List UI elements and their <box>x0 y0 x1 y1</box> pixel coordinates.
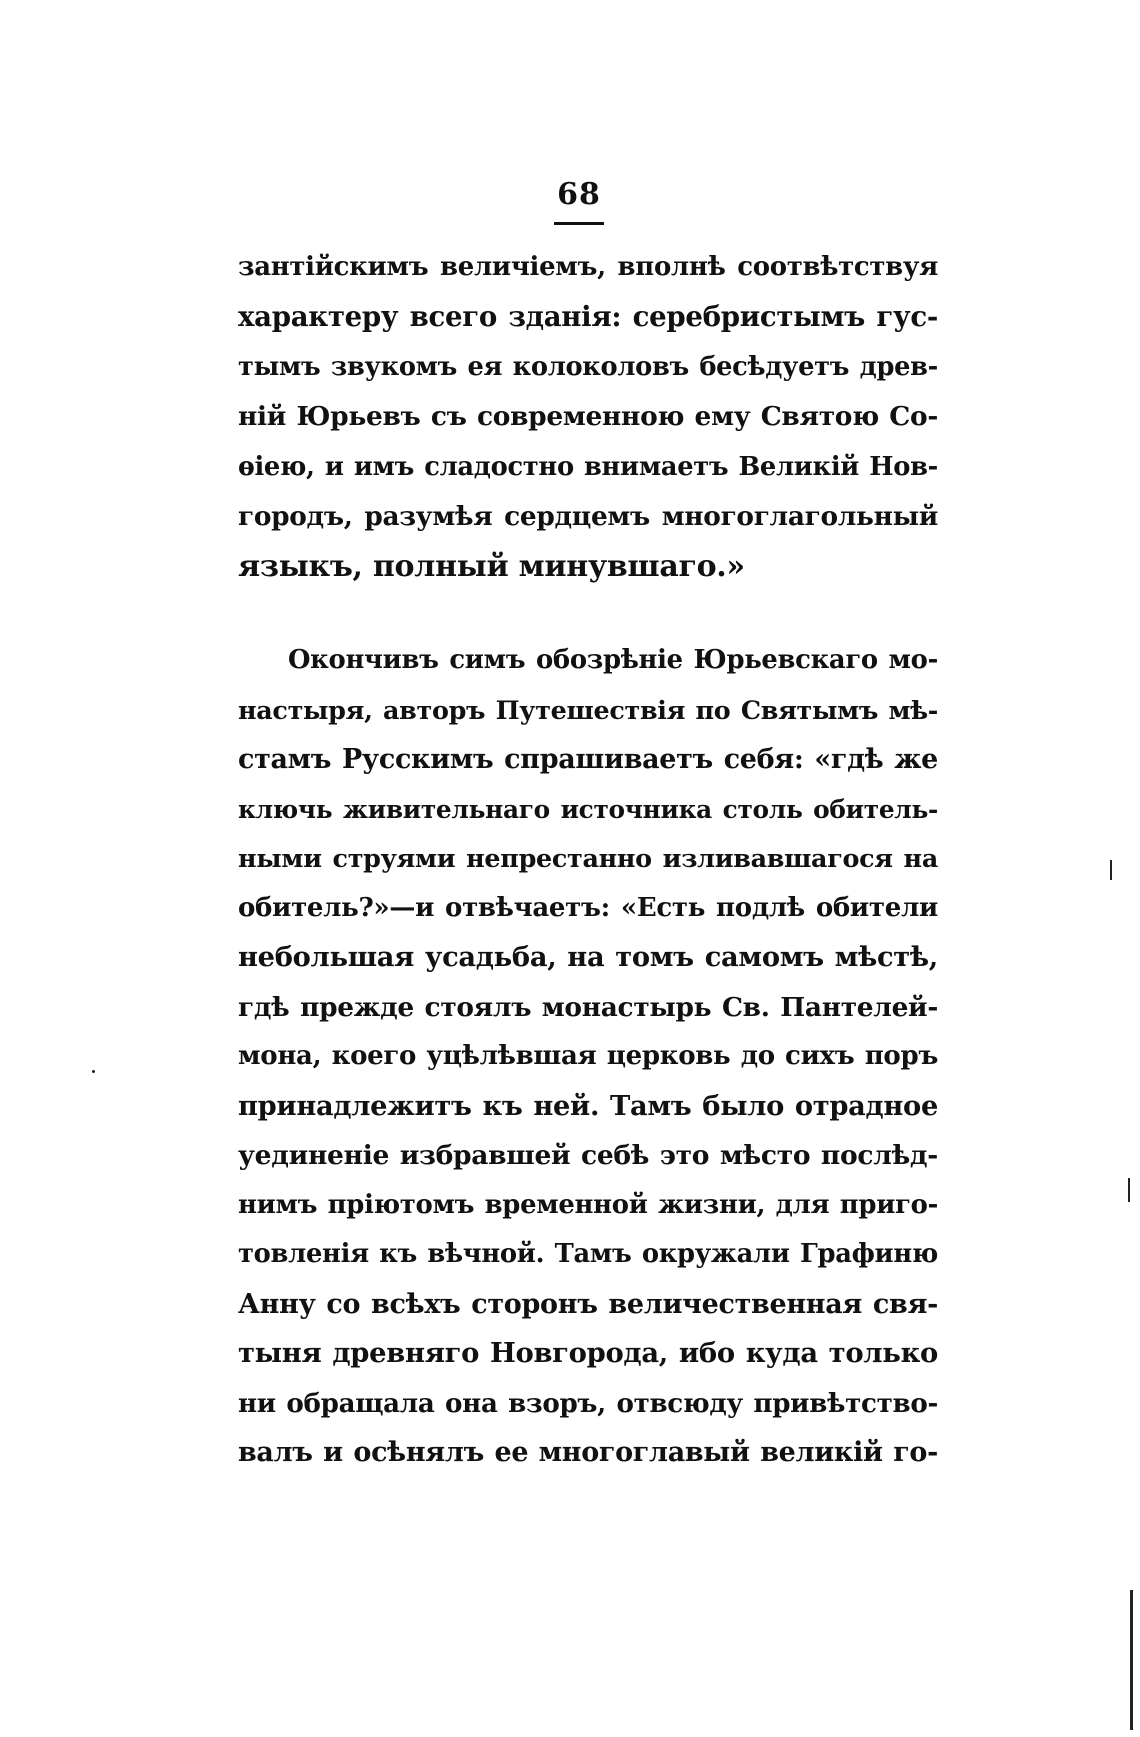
text-line: городъ, разумѣя сердцемъ многоглагольный <box>238 501 938 532</box>
paragraph-1 <box>238 242 938 592</box>
text-line: ни обращала она взоръ, отвсюду привѣтство- <box>238 1387 938 1419</box>
text-line: валъ и осѣнялъ ее многоглавый великій го- <box>238 1437 938 1468</box>
scan-artifact <box>1128 1178 1130 1202</box>
text-line: ѳіею, и имъ сладостно внимаетъ Великій Нов- <box>238 452 938 482</box>
text-line: характеру всего зданія: серебристымъ гус- <box>238 300 938 333</box>
text-line: зантійскимъ величіемъ, вполнѣ соотвѣтствуя <box>238 252 938 282</box>
text-line: ключь живительнаго источника столь обитель- <box>238 794 938 824</box>
text-line: тыня древняго Новгорода, ибо куда только <box>238 1337 938 1369</box>
page-number: 68 <box>557 177 601 212</box>
text-line: тымъ звукомъ ея колоколовъ бесѣдуетъ древ- <box>238 352 938 382</box>
text-line: товленія къ вѣчной. Тамъ окружали Графиню <box>238 1239 938 1269</box>
scan-artifact <box>92 1070 95 1073</box>
text-line: стамъ Русскимъ спрашиваетъ себя: «гдѣ же <box>238 744 938 775</box>
text-line: языкъ, полный минувшаго.» <box>238 549 745 584</box>
text-line: нимъ пріютомъ временной жизни, для приго- <box>238 1189 938 1220</box>
text-line: настыря, авторъ Путешествія по Святымъ мѣ- <box>238 694 938 725</box>
page-number-rule <box>554 222 604 225</box>
text-line: уединеніе избравшей себѣ это мѣсто послѣд- <box>238 1140 938 1171</box>
text-line: Анну со всѣхъ сторонъ величественная свя- <box>238 1288 938 1320</box>
scan-artifact <box>1110 860 1112 880</box>
text-line: Окончивъ симъ обозрѣніе Юрьевскаго мо- <box>288 645 938 675</box>
text-line: ній Юрьевъ съ современною ему Святою Со- <box>238 401 938 432</box>
text-line: принадлежитъ къ ней. Тамъ было отрадное <box>238 1089 938 1122</box>
text-line: гдѣ прежде стоялъ монастырь Св. Пантелей- <box>238 991 938 1023</box>
text-line: мона, коего уцѣлѣвшая церковь до сихъ поръ <box>238 1041 938 1071</box>
scan-artifact <box>1130 1590 1133 1730</box>
text-line: обитель?»—и отвѣчаетъ: «Есть подлѣ обители <box>238 892 938 923</box>
text-line: ными струями непрестанно изливавшагося на <box>238 843 938 873</box>
text-line: небольшая усадьба, на томъ самомъ мѣстѣ, <box>238 941 938 973</box>
paragraph-2 <box>238 636 938 1478</box>
